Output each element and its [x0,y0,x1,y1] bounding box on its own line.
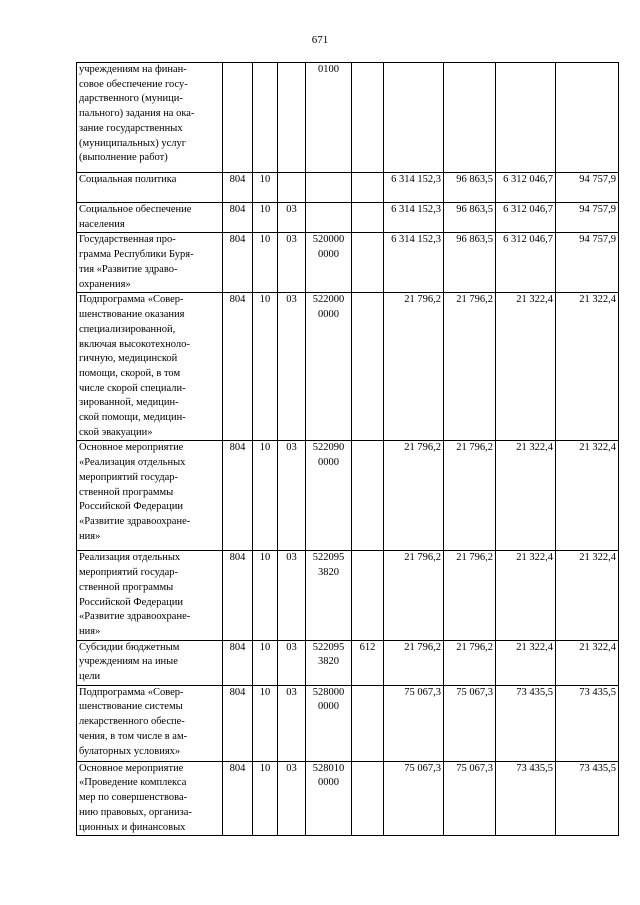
item-name-line: мероприятий государ- [79,471,178,483]
item-name-line: ской эвакуации» [79,426,153,438]
item-name-line: Российской Федерации [79,501,183,513]
table-row [77,551,619,640]
expense-type-cell [352,293,384,441]
item-name-cell [77,203,223,233]
amount-cell-1: 6 314 152,3 [384,203,444,233]
subsection-code-cell: 03 [278,293,306,441]
amount-cell-2: 96 863,5 [444,203,496,233]
ministry-code-cell: 804 [223,551,253,640]
subsection-code-cell [278,63,306,173]
item-name-line: «Проведение комплекса [79,777,187,789]
item-name-line: ния» [79,625,101,637]
item-name-line: Социальное обеспечение [79,204,192,215]
item-name-cell [77,63,223,173]
item-name-cell [77,761,223,836]
amount-cell-3: 21 322,4 [496,441,556,551]
target-code-line: 522090 [312,442,345,454]
amount-cell-3: 21 322,4 [496,293,556,441]
ministry-code-cell: 804 [223,761,253,836]
amount-cell-2: 21 796,2 [444,293,496,441]
section-code-cell: 10 [253,640,278,685]
expense-type-cell [352,441,384,551]
subsection-code-cell: 03 [278,761,306,836]
amount-cell-4: 21 322,4 [556,293,619,441]
item-name-line: «Развитие здравоохране- [79,611,191,623]
amount-cell-2: 96 863,5 [444,233,496,293]
target-article-cell [306,173,352,203]
target-article-cell [306,233,352,293]
item-name-line: булаторных условиях» [79,745,181,757]
table-row [77,293,619,441]
item-name-line: ственной программы [79,486,174,498]
ministry-code-cell: 804 [223,441,253,551]
item-name-line: Подпрограмма «Совер- [79,686,184,698]
item-name-cell [77,685,223,761]
ministry-code-cell: 804 [223,233,253,293]
item-name-line: шенствование оказания [79,309,185,321]
target-article-cell [306,640,352,685]
expense-type-cell [352,551,384,640]
item-name-line: лекарственного обеспе- [79,716,185,728]
target-code-line: 522000 [312,294,345,306]
target-code-line: 522095 [312,552,345,564]
amount-cell-2: 21 796,2 [444,551,496,640]
expense-type-cell: 612 [352,640,384,685]
target-article-cell [306,551,352,640]
target-code-line: 0000 [318,249,339,261]
item-name-line: Реализация отдельных [79,552,181,564]
amount-cell-3: 6 312 046,7 [496,233,556,293]
item-name-line: ской помощи, медицин- [79,412,186,424]
amount-cell-1: 75 067,3 [384,761,444,836]
subsection-code-cell: 03 [278,441,306,551]
amount-cell-3: 21 322,4 [496,640,556,685]
amount-cell-1: 6 314 152,3 [384,173,444,203]
amount-cell-4: 21 322,4 [556,441,619,551]
item-name-line: зированной, медицин- [79,397,179,409]
section-code-cell: 10 [253,293,278,441]
subsection-code-cell: 03 [278,551,306,640]
section-code-cell: 10 [253,685,278,761]
item-name-line: зание государственных [79,122,183,134]
amount-cell-1: 21 796,2 [384,551,444,640]
item-name-cell [77,173,223,203]
amount-cell-3: 73 435,5 [496,685,556,761]
expense-type-cell [352,761,384,836]
item-name-line: «Развитие здравоохране- [79,515,191,527]
target-article-cell [306,63,352,173]
target-code-line: 528000 [312,686,345,698]
item-name-line: населения [79,218,125,230]
amount-cell-4: 94 757,9 [556,173,619,203]
item-name-line: Субсидии бюджетным [79,641,180,653]
item-name-cell [77,551,223,640]
amount-cell-1: 75 067,3 [384,685,444,761]
subsection-code-cell [278,173,306,203]
ministry-code-cell: 804 [223,640,253,685]
table-row [77,203,619,233]
page-number: 671 [311,34,329,46]
target-code-line: 0000 [318,777,339,789]
ministry-code-cell: 804 [223,173,253,203]
item-name-line: Государственная про- [79,234,176,246]
ministry-code-cell: 804 [223,203,253,233]
target-code-line: 0100 [318,64,339,75]
amount-cell-2: 21 796,2 [444,441,496,551]
item-name-line: специализированной, [79,323,176,335]
item-name-line: ния» [79,530,101,542]
target-code-line: 3820 [318,567,339,579]
item-name-line: мероприятий государ- [79,567,178,579]
item-name-line: Социальная политика [79,174,177,185]
target-article-cell [306,293,352,441]
amount-cell-4: 94 757,9 [556,203,619,233]
amount-cell-3 [496,63,556,173]
target-code-line: 3820 [318,656,339,668]
item-name-line: гичную, медицинской [79,353,178,365]
item-name-line: «Реализация отдельных [79,457,186,469]
ministry-code-cell [223,63,253,173]
budget-table [76,62,619,836]
amount-cell-2: 21 796,2 [444,640,496,685]
target-code-line: 0000 [318,457,339,469]
table-row [77,441,619,551]
table-row [77,685,619,761]
subsection-code-cell: 03 [278,203,306,233]
item-name-line: пального) задания на ока- [79,108,195,120]
table-row [77,173,619,203]
table-row [77,761,619,836]
section-code-cell: 10 [253,551,278,640]
item-name-line: Российской Федерации [79,596,183,608]
amount-cell-3: 73 435,5 [496,761,556,836]
item-name-line: Основное мероприятие [79,762,184,774]
item-name-line: мер по совершенствова- [79,792,188,804]
item-name-line: ционных и финансовых [79,821,186,833]
item-name-cell [77,293,223,441]
amount-cell-2: 75 067,3 [444,685,496,761]
item-name-cell [77,233,223,293]
item-name-line: шенствование системы [79,701,183,713]
expense-type-cell [352,203,384,233]
item-name-line: помощи, скорой, в том [79,367,181,379]
section-code-cell [253,63,278,173]
amount-cell-4: 73 435,5 [556,761,619,836]
amount-cell-1: 21 796,2 [384,441,444,551]
amount-cell-2 [444,63,496,173]
table-row [77,640,619,685]
item-name-line: Основное мероприятие [79,442,184,454]
target-code-line: 520000 [312,234,345,246]
expense-type-cell [352,173,384,203]
target-article-cell [306,761,352,836]
item-name-line: числе скорой специали- [79,382,186,394]
item-name-line: Подпрограмма «Совер- [79,294,184,306]
amount-cell-4: 94 757,9 [556,233,619,293]
item-name-line: учреждениям на финан- [79,64,187,75]
ministry-code-cell: 804 [223,293,253,441]
section-code-cell: 10 [253,203,278,233]
amount-cell-4: 21 322,4 [556,551,619,640]
amount-cell-1: 21 796,2 [384,293,444,441]
expense-type-cell [352,685,384,761]
amount-cell-2: 75 067,3 [444,761,496,836]
expense-type-cell [352,63,384,173]
item-name-line: учреждениям на иные [79,656,178,668]
target-code-line: 522095 [312,641,345,653]
target-code-line: 0000 [318,309,339,321]
amount-cell-1: 6 314 152,3 [384,233,444,293]
section-code-cell: 10 [253,761,278,836]
item-name-line: включая высокотехноло- [79,338,190,350]
expense-type-cell [352,233,384,293]
amount-cell-1 [384,63,444,173]
table-row [77,63,619,173]
amount-cell-3: 21 322,4 [496,551,556,640]
item-name-line: чения, в том числе в ам- [79,730,188,742]
item-name-line: тия «Развитие здраво- [79,263,178,275]
subsection-code-cell: 03 [278,685,306,761]
amount-cell-4 [556,63,619,173]
item-name-line: грамма Республики Буря- [79,249,194,261]
subsection-code-cell: 03 [278,233,306,293]
amount-cell-3: 6 312 046,7 [496,173,556,203]
subsection-code-cell: 03 [278,640,306,685]
item-name-line: (выполнение работ) [79,152,168,164]
section-code-cell: 10 [253,233,278,293]
item-name-line: (муниципальных) услуг [79,137,187,149]
item-name-line: ственной программы [79,581,174,593]
target-code-line: 0000 [318,701,339,713]
target-article-cell [306,685,352,761]
amount-cell-4: 21 322,4 [556,640,619,685]
ministry-code-cell: 804 [223,685,253,761]
target-article-cell [306,441,352,551]
item-name-line: совое обеспечение госу- [79,78,188,90]
item-name-line: нию правовых, организа- [79,806,192,818]
amount-cell-2: 96 863,5 [444,173,496,203]
amount-cell-4: 73 435,5 [556,685,619,761]
item-name-cell [77,640,223,685]
target-code-line: 528010 [312,762,345,774]
amount-cell-1: 21 796,2 [384,640,444,685]
item-name-line: дарственного (муници- [79,93,183,105]
section-code-cell: 10 [253,173,278,203]
item-name-line: охранения» [79,278,131,290]
section-code-cell: 10 [253,441,278,551]
target-article-cell [306,203,352,233]
table-row [77,233,619,293]
amount-cell-3: 6 312 046,7 [496,203,556,233]
item-name-cell [77,441,223,551]
item-name-line: цели [79,671,101,683]
